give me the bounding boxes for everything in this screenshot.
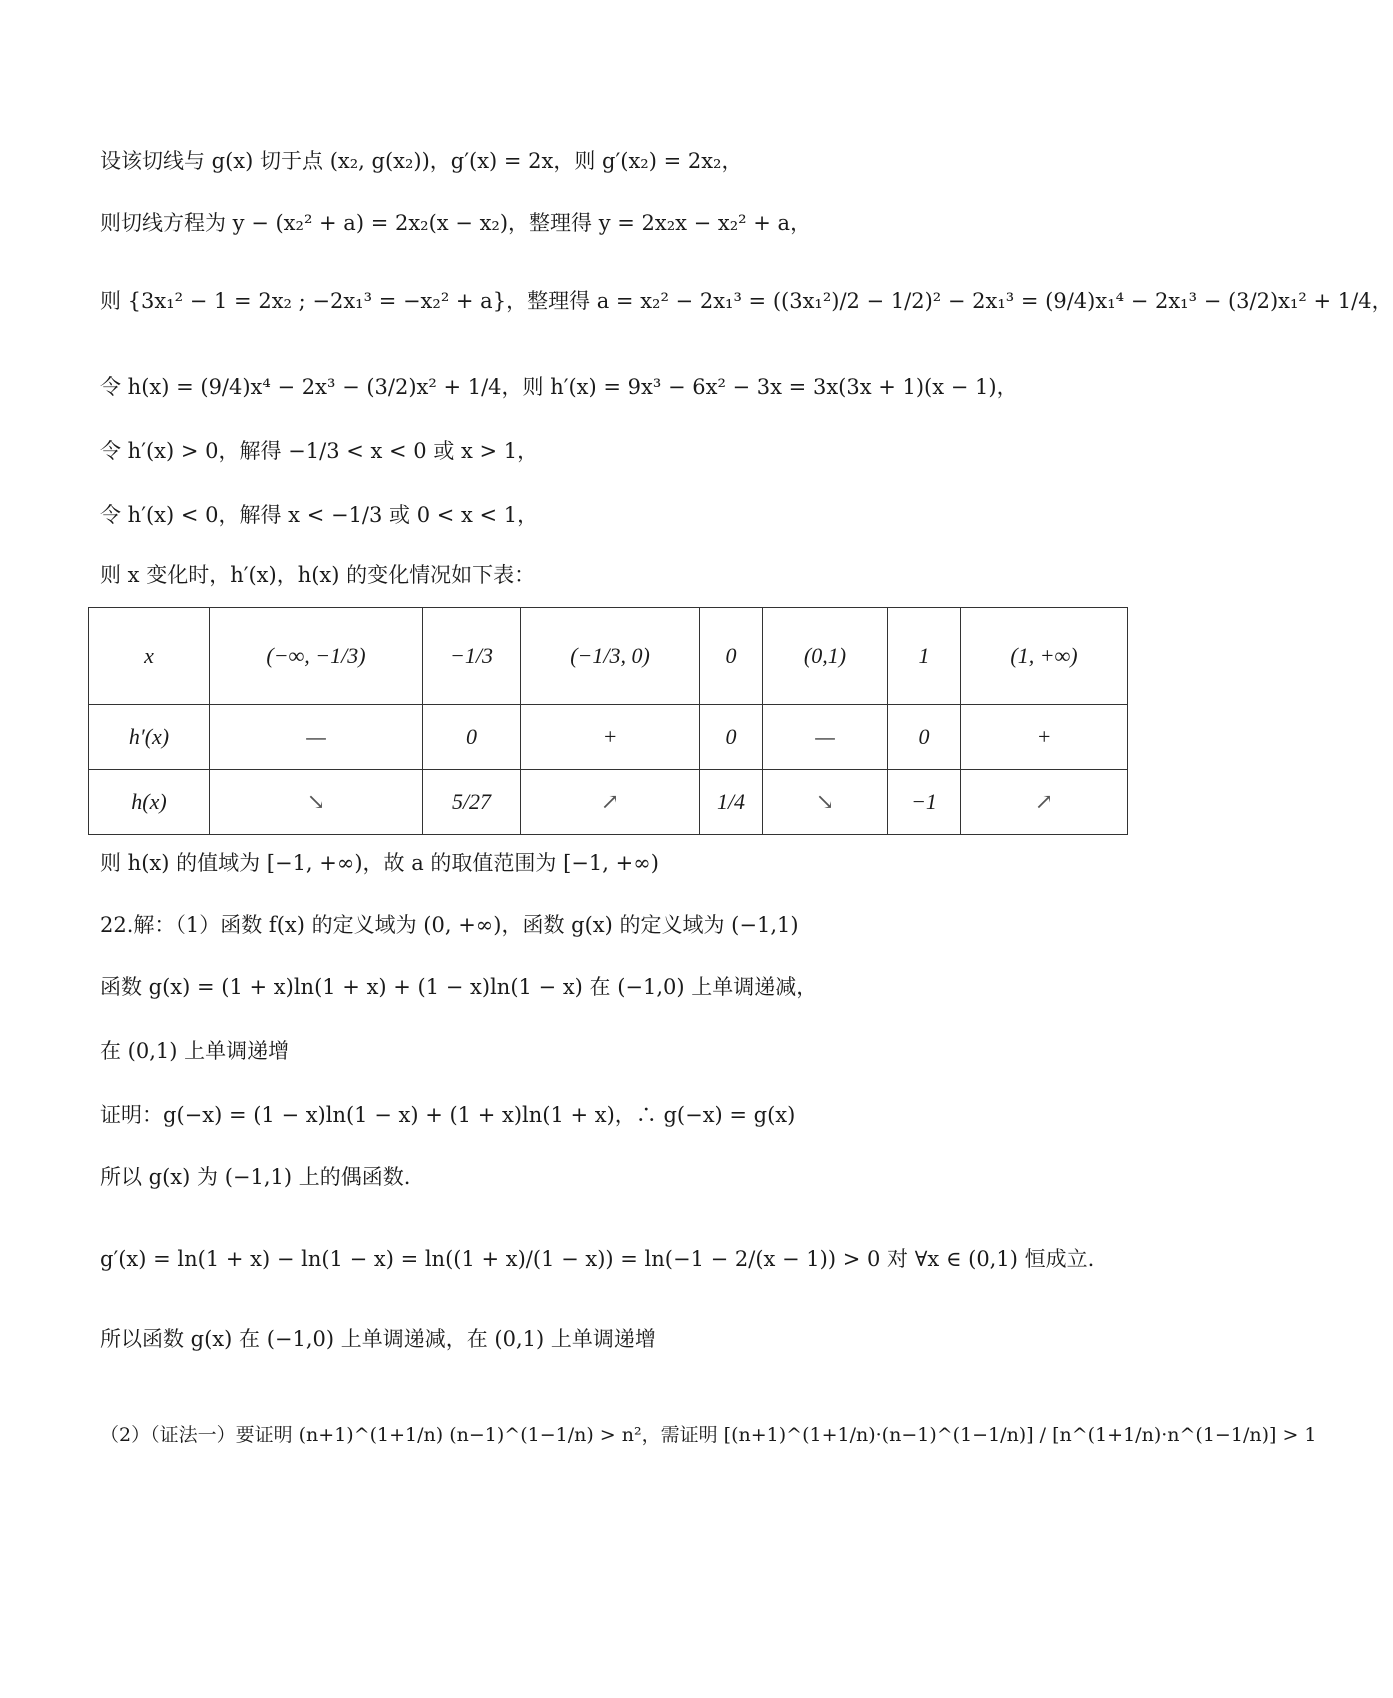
table-cell: x [89, 608, 210, 705]
table-cell: (0,1) [763, 608, 888, 705]
table-cell: 1/4 [700, 770, 763, 835]
table-cell: — [763, 705, 888, 770]
text-line-8: 则 h(x) 的值域为 [−1, +∞)，故 a 的取值范围为 [−1, +∞) [100, 851, 659, 875]
table-cell: −1 [888, 770, 961, 835]
table-cell: — [210, 705, 423, 770]
table-cell: (−1/3, 0) [521, 608, 700, 705]
text-line-16: （2）（证法一）要证明 (n+1)^(1+1/n) (n−1)^(1−1/n) > n²，需证明 [(n+1)^(1+1/n)·(n−1)^(1−1/n)] / [n^(1+1/n)·n^(1−1/n)] > 1 [100, 1424, 1317, 1446]
text-line-11: 在 (0,1) 上单调递增 [100, 1039, 290, 1063]
table-cell: 1 [888, 608, 961, 705]
text-line-2: 则切线方程为 y − (x₂² + a) = 2x₂(x − x₂)，整理得 y = 2x₂x − x₂² + a， [100, 211, 812, 235]
table-cell: (1, +∞) [961, 608, 1128, 705]
table-cell: 0 [700, 608, 763, 705]
text-line-6: 令 h′(x) < 0，解得 x < −1/3 或 0 < x < 1， [100, 503, 539, 527]
table-cell: (−∞, −1/3) [210, 608, 423, 705]
text-line-4: 令 h(x) = (9/4)x⁴ − 2x³ − (3/2)x² + 1/4，则 h′(x) = 9x³ − 6x² − 3x = 3x(3x + 1)(x − 1)， [100, 375, 1018, 399]
text-line-14: g′(x) = ln(1 + x) − ln(1 − x) = ln((1 + x)/(1 − x)) = ln(−1 − 2/(x − 1)) > 0 对 ∀x ∈ (0,1) 恒成立. [100, 1247, 1095, 1271]
table-cell: + [961, 705, 1128, 770]
text-line-13: 所以 g(x) 为 (−1,1) 上的偶函数. [100, 1165, 411, 1189]
table-row-h [89, 770, 1128, 835]
variation-table [88, 607, 1128, 835]
text-line-12: 证明：g(−x) = (1 − x)ln(1 − x) + (1 + x)ln(1 + x)，∴ g(−x) = g(x) [100, 1103, 796, 1127]
table-cell: + [521, 705, 700, 770]
table-row-hprime [89, 705, 1128, 770]
table-row-x [89, 608, 1128, 705]
text-line-9: 22.解：（1）函数 f(x) 的定义域为 (0, +∞)，函数 g(x) 的定义域为 (−1,1) [100, 913, 799, 937]
text-line-7: 则 x 变化时，h′(x)，h(x) 的变化情况如下表： [100, 563, 536, 587]
increase-arrow-icon: ↗ [521, 770, 700, 835]
text-line-1: 设该切线与 g(x) 切于点 (x₂, g(x₂))，g′(x) = 2x，则 g′(x₂) = 2x₂， [100, 149, 743, 173]
text-line-5: 令 h′(x) > 0，解得 −1/3 < x < 0 或 x > 1， [100, 439, 539, 463]
text-line-3: 则 {3x₁² − 1 = 2x₂ ; −2x₁³ = −x₂² + a}，整理得 a = x₂² − 2x₁³ = ((3x₁²)/2 − 1/2)² − 2x₁³ = (9/4)x₁⁴ − 2x₁³ − (3/2)x₁² + 1/4， [100, 289, 1393, 313]
table-cell: 0 [700, 705, 763, 770]
text-line-10: 函数 g(x) = (1 + x)ln(1 + x) + (1 − x)ln(1 − x) 在 (−1,0) 上单调递减， [100, 975, 818, 999]
table-cell: 0 [888, 705, 961, 770]
table-cell: −1/3 [423, 608, 521, 705]
decrease-arrow-icon: ↘ [210, 770, 423, 835]
increase-arrow-icon: ↗ [961, 770, 1128, 835]
table-cell: h′(x) [89, 705, 210, 770]
table-cell: 0 [423, 705, 521, 770]
table-cell: h(x) [89, 770, 210, 835]
text-line-15: 所以函数 g(x) 在 (−1,0) 上单调递减，在 (0,1) 上单调递增 [100, 1327, 656, 1351]
decrease-arrow-icon: ↘ [763, 770, 888, 835]
table-cell: 5/27 [423, 770, 521, 835]
